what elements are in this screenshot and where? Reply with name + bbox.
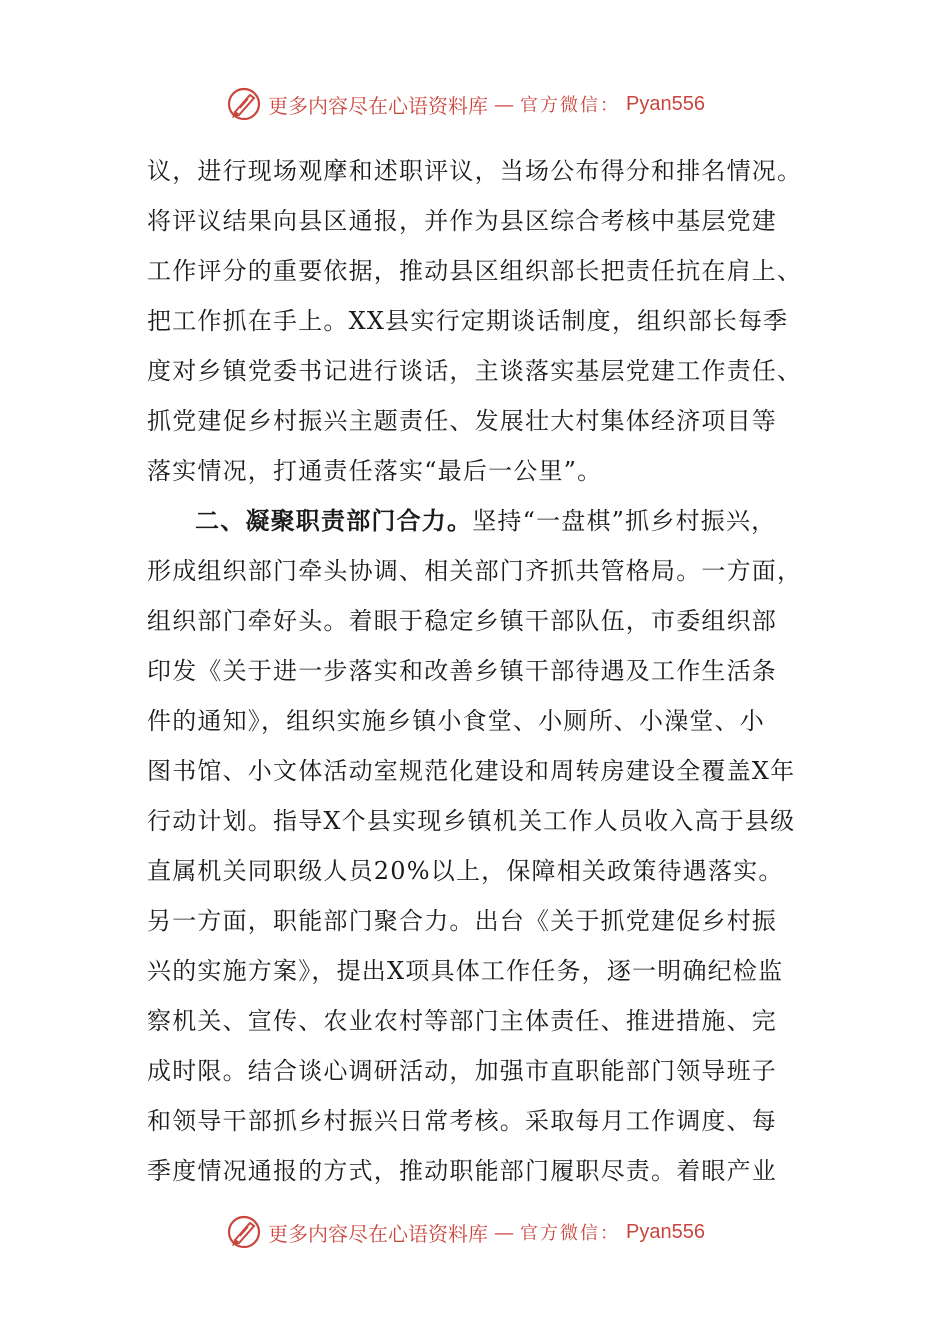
section-first-line — [147, 496, 807, 546]
pen-logo-icon — [226, 86, 262, 122]
text-line: 工作评分的重要依据，推动县区组织部长把责任抗在肩上、 — [147, 257, 803, 285]
watermark-title: 更多内容尽在心语资料库 — [268, 1221, 488, 1246]
text-line: 直属机关同职级人员20%以上，保障相关政策待遇落实。 — [147, 857, 784, 885]
pen-logo-icon — [226, 1214, 262, 1250]
text-line: 把工作抓在手上。XX县实行定期谈话制度，组织部长每季 — [147, 307, 789, 335]
text-line: 成时限。结合谈心调研活动，加强市直职能部门领导班子 — [147, 1057, 777, 1085]
section-heading: 二、凝聚职责部门合力。 — [195, 506, 473, 535]
watermark-title: 更多内容尽在心语资料库 — [268, 93, 488, 118]
text-line: 落实情况，打通责任落实“最后一公里”。 — [147, 457, 603, 485]
text-line: 另一方面，职能部门聚合力。出台《关于抓党建促乡村振 — [147, 907, 777, 935]
watermark-dash: — — [494, 1220, 514, 1244]
header-watermark — [226, 86, 705, 122]
text-line: 兴的实施方案》，提出X项具体工作任务，逐一明确纪检监 — [147, 957, 784, 985]
watermark-wechat-id: Pyan556 — [626, 92, 705, 115]
text-line: 度对乡镇党委书记进行谈话，主谈落实基层党建工作责任、 — [147, 357, 803, 385]
text-line: 察机关、宣传、农业农村等部门主体责任、推进措施、完 — [147, 1007, 777, 1035]
text-line: 抓党建促乡村振兴主题责任、发展壮大村集体经济项目等 — [147, 407, 777, 435]
watermark-dash: — — [494, 92, 514, 116]
text-line: 季度情况通报的方式，推动职能部门履职尽责。着眼产业 — [147, 1157, 777, 1185]
text-line: 和领导干部抓乡村振兴日常考核。采取每月工作调度、每 — [147, 1107, 777, 1135]
text-line: 组织部门牵好头。着眼于稳定乡镇干部队伍，市委组织部 — [147, 607, 777, 635]
watermark-wechat-id: Pyan556 — [626, 1220, 705, 1243]
text-line: 图书馆、小文体活动室规范化建设和周转房建设全覆盖X年 — [147, 757, 796, 785]
text-line: 议，进行现场观摩和述职评议，当场公布得分和排名情况。 — [147, 157, 803, 185]
watermark-label: 官方微信： — [520, 95, 620, 116]
text-line: 行动计划。指导X个县实现乡镇机关工作人员收入高于县级 — [147, 807, 796, 835]
text-line: 件的通知》，组织实施乡镇小食堂、小厕所、小澡堂、小 — [147, 707, 765, 735]
text-line: 形成组织部门牵头协调、相关部门齐抓共管格局。一方面， — [147, 557, 803, 585]
text-line: 印发《关于进一步落实和改善乡镇干部待遇及工作生活条 — [147, 657, 777, 685]
text-line: 将评议结果向县区通报，并作为县区综合考核中基层党建 — [147, 207, 777, 235]
document-body — [147, 146, 807, 1196]
section-first-line-text: 坚持“一盘棋”抓乡村振兴， — [472, 507, 777, 535]
footer-watermark — [226, 1214, 705, 1250]
watermark-label: 官方微信： — [520, 1223, 620, 1244]
